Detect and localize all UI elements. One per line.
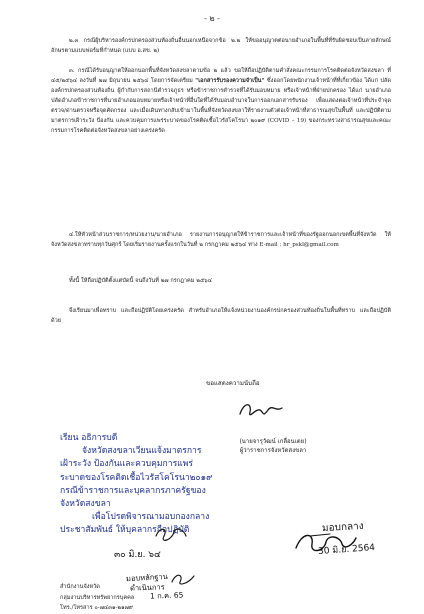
body-section-3: [51, 276, 391, 286]
paragraph-3-lead: ๓. กรณีได้รับอนุญาตให้ออกนอกพื้นที่จังหวัดสงขลาตามข้อ ๒ แล้ว ขอให้ถือปฏิบัติตามคำสั่งคณะกรรมการโรคติดต่อจังหวัดสงขลา ที่ ๔๕/๒๕๖๔ ลงวันที่ ๒๗ มิถุนายน ๒๕๖๔ โดยการจัดเตรียม: [51, 68, 391, 84]
body-section-1: [51, 36, 391, 136]
stamp-signature: [150, 522, 190, 546]
memo-line-5: กรณีข้าราชการและบุคลากรภาครัฐของ: [60, 485, 206, 496]
handwritten-note-date: 1 ก.ค. 65: [149, 590, 184, 601]
memo-line-2: จังหวัดสงขลาเวียนแจ้งมาตรการ: [82, 446, 202, 457]
courtesy-closing: ขอแสดงความนับถือ: [206, 380, 260, 387]
paragraph-closing: จึงเรียนมาเพื่อทราบ และถือปฏิบัติโดยเคร่งครัด สำหรับอำเภอให้แจ้งหน่วยงานองค์กรปกครองส่วนท้องถิ่นในพื้นที่ทราบ และถือปฏิบัติด้วย: [51, 308, 391, 324]
paragraph-2-3: ๒.๓ กรณีผู้บริหารองค์กรปกครองส่วนท้องถิ่นอื่นนอกเหนือจากข้อ ๒.๒ ให้ขออนุญาตต่อนายอำเภอในพื้นที่ที่รับผิดชอบเป็นลายลักษณ์อักษรตามแบบฟอร์มที่กำหนด (แบบ อ.สข. ๒): [51, 38, 391, 54]
stamp-date: ๓๐ มิ.ย. ๖๔: [114, 550, 161, 560]
memo-line-4: ระบาดของโรคติดเชื้อไวรัสโคโรนา๒๐๑๙: [60, 472, 213, 483]
body-section-4: [51, 306, 391, 326]
memo-line-7: เพื่อโปรดพิจารณามอบกองกลาง: [92, 512, 210, 523]
paragraph-3-rest: ซึ่งออกโดยพนักงานเจ้าหน้าที่ที่เกี่ยวข้อง ได้แก่ ปลัดองค์กรปกครองส่วนท้องถิ่น ผู้กำกับการสถานีตำรวจภูธร หรือข้าราชการตำรวจที่ได้รับมอบหมาย หรือเจ้าหน้าที่ฝ่ายปกครอง ได้แก่ นายอำเภอ ปลัดอำเภอข้าราชการที่นายอำเภอมอบหมายหรือเจ้าหน้าที่อื่นใดที่ได้รับมอบอำนาจในการออกเอกสารรับรอง เพื่อแสดงต่อเจ้าหน้าที่ประจำจุดตรวจ/ด่านตรวจหรือจุดคัดกรอง และเมื่อเดินทางกลับเข้ามาในพื้นที่จังหวัดสงขลาให้รายงานตัวต่อเจ้าหน้าที่สาธารณสุขในพื้นที่ และปฏิบัติตามมาตรการเฝ้าระวัง ป้องกัน และควบคุมการแพร่ระบาดของโรคติดเชื้อไวรัสโคโรนา ๒๐๑๙ (COVID – 19) ของกระทรวงสาธารณสุขและคณะกรรมการโรคติดต่อจังหวัดสงขลาอย่างเคร่งครัด: [51, 78, 391, 134]
handwritten-initials: [168, 570, 198, 588]
handwritten-approval-note: มอบกลาง: [321, 520, 364, 535]
body-section-2: [51, 230, 391, 250]
footer-line-2: กลุ่มงานบริหารทรัพยากรบุคคล: [60, 594, 135, 601]
governor-signature: [236, 398, 286, 424]
paragraph-effective: ทั้งนี้ ให้ถือปฏิบัติตั้งแต่บัดนี้ จนถึงวันที่ ๒๗ กรกฎาคม ๒๕๖๔: [69, 278, 212, 284]
memo-line-8: ประชาสัมพันธ์ ให้บุคลากรถือปฏิบัติ: [60, 525, 190, 536]
signer-title: ผู้ว่าราชการจังหวัดสงขลา: [239, 447, 307, 454]
paragraph-4: ๔.ให้หัวหน้าส่วนราชการ/หน่วยงาน/นายอำเภอ รายงานการอนุญาตให้ข้าราชการและเจ้าหน้าที่ของรัฐออกนอกเขตพื้นที่จังหวัด ให้จังหวัดสงขลาทราบทุกวันศุกร์ โดยเริ่มรายงานครั้งแรกในวันที่ ๒ กรกฎาคม ๒๕๖๔ ทาง E-mail : hr_pskl@gmail.com: [51, 232, 391, 248]
handwritten-note-2: ดำเนินการ: [129, 582, 165, 593]
footer-line-3: โทร./โทรสาร ๐-๗๔๓๑-๒๑๗๙: [60, 605, 133, 611]
signer-name: (นายจารุวัฒน์ เกลื่อนเตย): [239, 438, 307, 445]
memo-line-3: เฝ้าระวัง ป้องกันและควบคุมการแพร่: [60, 459, 194, 470]
footer-line-1: สำนักงานจังหวัด: [60, 584, 100, 590]
memo-line-1: เรียน อธิการบดี: [60, 433, 118, 443]
memo-line-6: จังหวัดสงขลา: [60, 499, 111, 510]
handwritten-approval-date: 30 มิ.ย. 2564: [317, 543, 376, 557]
paragraph-3-highlight: "เอกสารรับรองความจำเป็น": [195, 78, 265, 84]
paragraph-3: [51, 66, 391, 136]
handwritten-note-1: มอบหลักฐาน: [125, 571, 168, 584]
page-number: - ๒ -: [204, 14, 220, 23]
